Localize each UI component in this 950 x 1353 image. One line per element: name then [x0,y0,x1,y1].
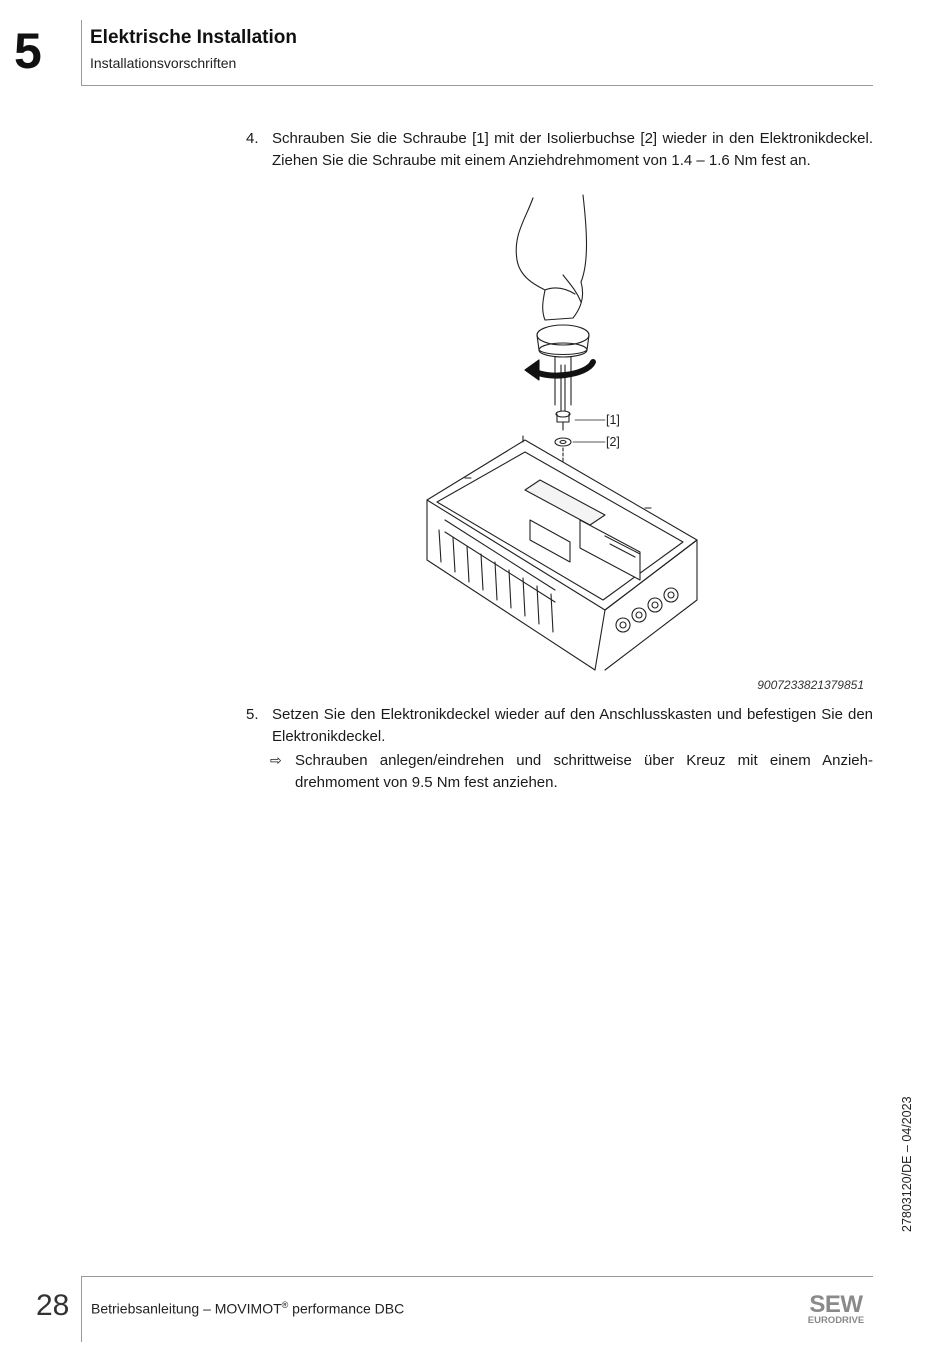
insulating-bushing [555,438,571,446]
step-4 [246,128,873,171]
result-arrow-icon: ⇨ [270,752,282,768]
footer-title-suffix: performance DBC [288,1300,405,1317]
registered-mark: ® [281,1300,289,1310]
footer-divider [81,1276,82,1342]
header-divider [81,20,82,86]
document-id: 27803120/DE – 04/2023 [900,1096,914,1232]
screwdriver-handle [537,325,589,345]
footer-title [91,1300,404,1317]
sew-eurodrive-logo [797,1291,875,1327]
hand-illustration [516,195,586,320]
step-5 [246,704,873,747]
rotation-arrow [533,362,593,376]
figure-id: 9007233821379851 [757,678,864,692]
callout-label-1: [1] [606,413,620,427]
result-text: Schrauben anlegen/eindrehen und schrittweise über Kreuz mit einem Anziehdrehmoment von 9.5 Nm fest anziehen. [295,752,873,791]
chapter-title: Elektrische Installation [90,27,297,48]
footer-title-main: Betriebsanleitung – MOVIMOT [91,1300,282,1317]
step-text: Schrauben Sie die Schraube [1] mit der Isolierbuchse [2] wieder in den Elektronikdeckel. Ziehen Sie die Schraube mit einem Anziehdrehmoment von 1.4 – 1.6 Nm fest an. [272,130,873,169]
header-rule [81,85,873,86]
step-text: Setzen Sie den Elektronikdeckel wieder auf den Anschlusskasten und befestigen Sie den Elektronikdeckel. [272,706,873,745]
page-number: 28 [36,1289,70,1322]
installation-illustration [405,190,715,690]
callout-label-2: [2] [606,435,620,449]
step-number: 5. [246,706,259,723]
logo-sub-text: EURODRIVE [807,1315,865,1326]
logo-main-text: SEW [809,1291,863,1318]
section-subtitle: Installationsvorschriften [90,55,237,71]
footer-rule [81,1276,873,1277]
step-number: 4. [246,130,259,147]
screw [556,411,570,417]
result-note [270,750,873,793]
chapter-number: 5 [14,23,42,79]
electronics-housing [427,436,697,670]
